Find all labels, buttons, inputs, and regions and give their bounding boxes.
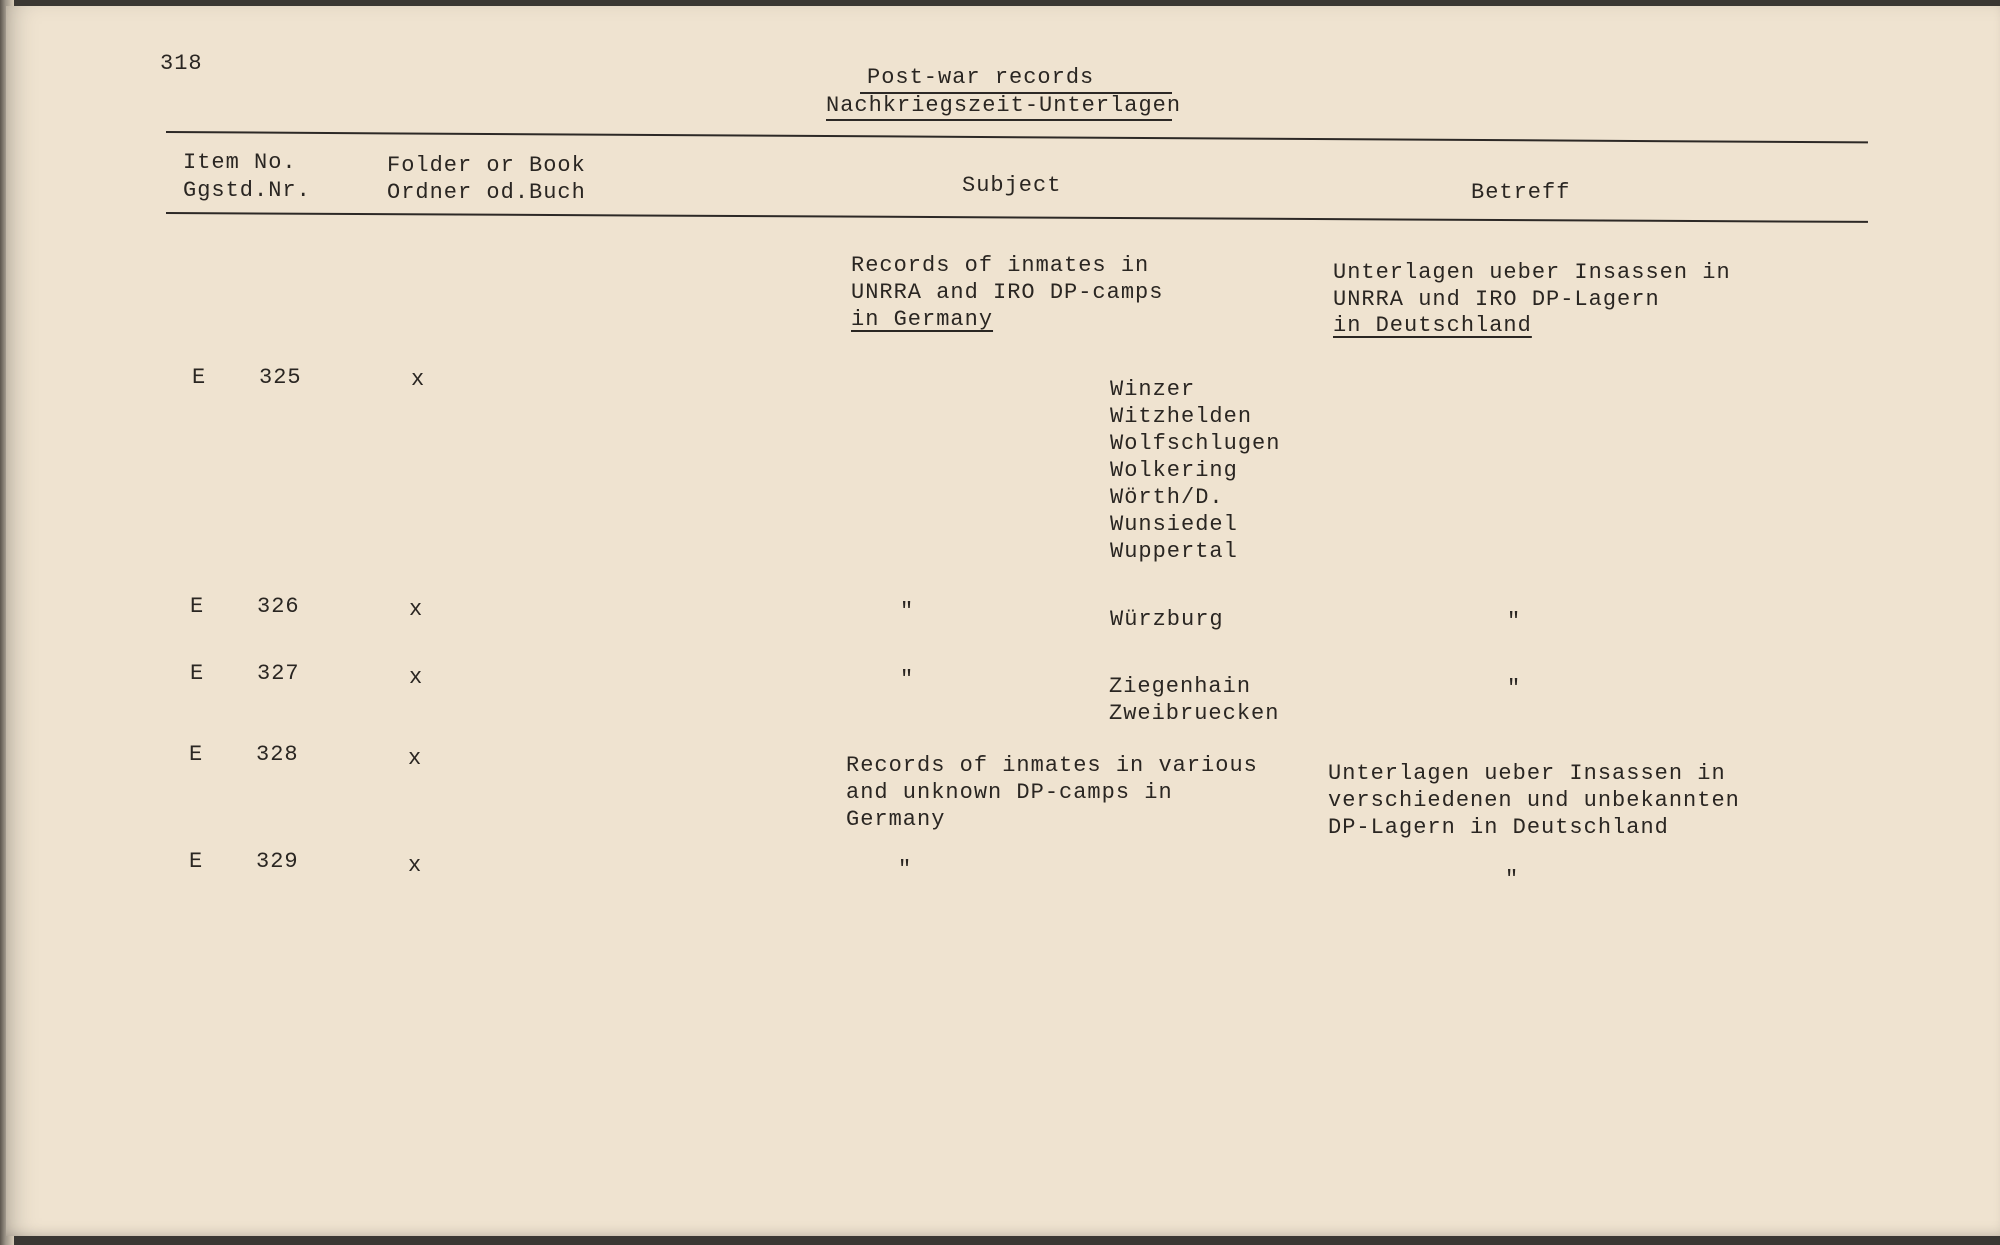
- row-subject-ditto: ": [898, 857, 913, 882]
- row-places: Ziegenhain Zweibruecken: [1109, 674, 1280, 726]
- group-subject-line-1: Records of inmates in: [851, 253, 1150, 278]
- row-betreff-ditto: ": [1505, 867, 1520, 892]
- row-subject-ditto: ": [900, 667, 915, 692]
- row-prefix: E: [192, 365, 207, 390]
- group-subject-line-2: UNRRA and IRO DP-camps: [851, 280, 1164, 305]
- title-english: Post-war records: [867, 65, 1095, 90]
- group-betreff-line-3: in Deutschland: [1333, 313, 1532, 338]
- title-underline: [826, 119, 1172, 121]
- row-folder-mark: x: [411, 367, 426, 392]
- column-betreff: Betreff: [1471, 180, 1571, 205]
- title-german: Nachkriegszeit-Unterlagen: [826, 93, 1182, 118]
- row-folder-mark: x: [409, 597, 424, 622]
- row-folder-mark: x: [409, 665, 424, 690]
- row-subject: Records of inmates in various and unknown DP-camps in Germany: [846, 753, 1258, 832]
- row-number: 326: [257, 594, 300, 619]
- row-prefix: E: [189, 742, 204, 767]
- row-number: 329: [256, 849, 299, 874]
- group-subject-line-3: in Germany: [851, 307, 994, 332]
- column-item-en: Item No.: [183, 150, 297, 175]
- group-betreff-line-2: UNRRA und IRO DP-Lagern: [1333, 287, 1660, 312]
- row-number: 327: [257, 661, 300, 686]
- row-number: 328: [256, 742, 299, 767]
- row-places: Winzer Witzhelden Wolfschlugen Wolkering Wörth/D. Wunsiedel Wuppertal: [1110, 377, 1281, 564]
- row-betreff: Unterlagen ueber Insassen in verschiedenen und unbekannten DP-Lagern in Deutschland: [1328, 761, 1740, 840]
- column-folder-en: Folder or Book: [387, 153, 586, 178]
- group-betreff-line-1: Unterlagen ueber Insassen in: [1333, 260, 1731, 285]
- column-item-de: Ggstd.Nr.: [183, 178, 311, 203]
- row-prefix: E: [189, 849, 204, 874]
- row-prefix: E: [190, 661, 205, 686]
- row-places: Würzburg: [1110, 607, 1224, 632]
- row-subject-ditto: ": [900, 599, 915, 624]
- row-folder-mark: x: [408, 853, 423, 878]
- row-betreff-ditto: ": [1507, 609, 1522, 634]
- column-folder-de: Ordner od.Buch: [387, 180, 586, 205]
- column-subject: Subject: [962, 173, 1062, 198]
- row-betreff-ditto: ": [1507, 676, 1522, 701]
- row-folder-mark: x: [408, 746, 423, 771]
- row-prefix: E: [190, 594, 205, 619]
- page-number: 318: [160, 51, 203, 76]
- row-number: 325: [259, 365, 302, 390]
